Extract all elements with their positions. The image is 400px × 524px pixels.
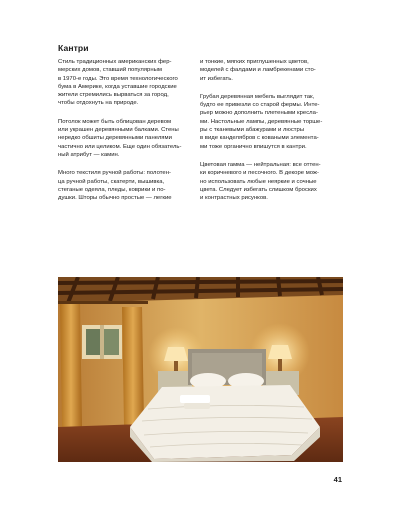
- paragraph: [58, 169, 198, 202]
- text-line: Потолок может быть облицован деревом: [58, 118, 172, 125]
- bedspread: [130, 385, 320, 459]
- text-line: Много текстиля ручной работы: полотен-: [58, 170, 171, 177]
- folded-towel: [180, 395, 210, 403]
- paragraph: [58, 118, 198, 159]
- paragraph: [200, 58, 340, 83]
- text-line: цвета. Следует избегать слишком броских: [200, 186, 317, 193]
- text-line: ми. Настольные лампы, деревянные торше-: [200, 118, 323, 125]
- text-line: бума в Америке, когда уставшие городские: [58, 83, 177, 90]
- text-line: ит избегать.: [200, 75, 233, 82]
- right-curtain: [122, 307, 144, 425]
- text-line: или украшен деревянными балками. Стены: [58, 127, 179, 134]
- text-line: стеганые одеяла, пледы, коврики и по-: [58, 186, 166, 193]
- bedroom-photo: [58, 277, 343, 462]
- text-line: но использовать любые неяркие и сочные: [200, 178, 317, 185]
- text-line: в 1970-е годы. Это время технологического: [58, 75, 178, 82]
- text-line: душки. Шторы обычно простые — легкие: [58, 195, 172, 202]
- right-text-column: [200, 58, 340, 212]
- text-line: Цветовая гамма — нейтральная: все оттен-: [200, 161, 321, 168]
- window-glass: [86, 329, 101, 355]
- text-line: и тонкие, мягких приглушенных цветов,: [200, 59, 309, 65]
- text-line: ры с тканевыми абажурами и люстры: [200, 127, 305, 134]
- text-line: чтобы отдохнуть на природе.: [58, 100, 139, 107]
- paragraph: [200, 93, 340, 151]
- text-line: ми тоже органично впишутся в кантри.: [200, 143, 307, 150]
- text-line: в виде канделябров с коваными элемента-: [200, 135, 319, 142]
- text-line: ки коричневого и песочного. В декоре мож-: [200, 170, 319, 177]
- paragraph: [58, 58, 198, 108]
- text-line: моделей с фалдами и ламбрекенами сто-: [200, 67, 316, 74]
- text-line: нередко обшиты деревянными панелями: [58, 135, 172, 142]
- section-title: Кантри: [58, 43, 89, 53]
- text-line: мерских домов, ставший популярным: [58, 67, 162, 74]
- text-line: Стиль традиционных американских фер-: [58, 59, 172, 65]
- text-line: Грубая деревянная мебель выглядит так,: [200, 93, 315, 100]
- bedroom-illustration: [58, 277, 343, 462]
- text-line: рьер можно дополнить плетеными кресла-: [200, 110, 318, 117]
- text-line: ца ручной работы, скатерти, вышивка,: [58, 178, 165, 185]
- text-line: жители стремились вырваться за город,: [58, 92, 169, 99]
- page-number: 41: [333, 475, 342, 484]
- text-line: ный атрибут — камин.: [58, 151, 120, 158]
- left-curtain: [60, 303, 82, 427]
- text-line: частично или целиком. Еще один обязатель-: [58, 143, 182, 150]
- text-line: будто ее привезли со старой фермы. Инте-: [200, 102, 320, 109]
- paragraph: [200, 161, 340, 202]
- text-line: и контрастных рисунков.: [200, 195, 268, 202]
- left-text-column: [58, 58, 198, 212]
